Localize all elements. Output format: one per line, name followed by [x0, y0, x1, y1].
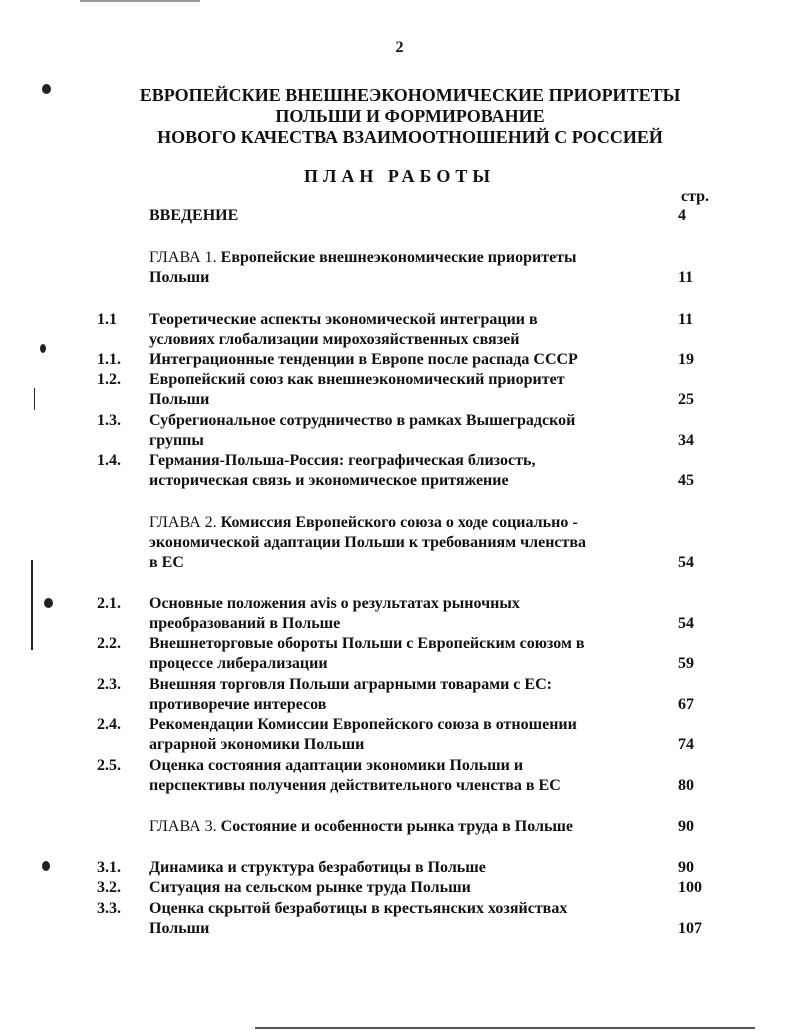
intro-label: ВВЕДЕНИЕ	[149, 207, 239, 224]
chapter-3-page: 90	[678, 818, 694, 835]
toc-line: Польши	[149, 920, 210, 937]
chapter-2-prefix: ГЛАВА 2.	[149, 514, 217, 531]
chapter-1-heading	[149, 248, 577, 269]
section-number: 2.4.	[97, 716, 121, 733]
scan-artifact-bottom-line	[255, 1027, 755, 1029]
toc-line: Германия-Польша-Россия: географическая близость,	[149, 452, 536, 469]
toc-line: Внешнеторговые обороты Польши с Европейским союзом в	[149, 635, 585, 652]
chapter-2-title-line-1: Комиссия Европейского союза о ходе социально -	[220, 514, 578, 531]
chapter-1-prefix: ГЛАВА 1.	[149, 249, 217, 266]
toc-line: Внешняя торговля Польши аграрными товарами с ЕС:	[149, 676, 552, 693]
toc-page: 19	[678, 351, 694, 368]
chapter-2-heading	[149, 513, 578, 534]
toc-page: 74	[678, 736, 694, 753]
toc-page: 80	[678, 777, 694, 794]
section-number: 2.2.	[97, 635, 121, 652]
toc-line: Европейский союз как внешнеэкономический приоритет	[149, 371, 565, 388]
toc-line: аграрной экономики Польши	[149, 736, 365, 753]
section-number: 1.1.	[97, 351, 121, 368]
chapter-1-title-line-2: Польши	[149, 269, 210, 286]
toc-line: Оценка скрытой безработицы в крестьянских хозяйствах	[149, 900, 568, 917]
toc-line: перспективы получения действительного членства в ЕС	[149, 777, 561, 794]
section-number: 3.1.	[97, 859, 121, 876]
title-line-3: НОВОГО КАЧЕСТВА ВЗАИМООТНОШЕНИЙ С РОССИЕЙ	[157, 127, 663, 147]
section-number: 1.2.	[97, 371, 121, 388]
margin-mark	[34, 388, 35, 410]
section-number: 3.3.	[97, 900, 121, 917]
punch-hole-mark	[42, 84, 51, 94]
page-column-label: стр.	[681, 188, 710, 205]
toc-line: Субрегиональное сотрудничество в рамках Вышеградской	[149, 412, 576, 429]
toc-line: Оценка состояния адаптации экономики Польши и	[149, 757, 524, 774]
toc-line: Ситуация на сельском рынке труда Польши	[149, 879, 471, 896]
toc-line: Динамика и структура безработицы в Польше	[149, 859, 486, 876]
toc-page: 34	[678, 432, 694, 449]
punch-hole-mark	[44, 598, 53, 608]
toc-page: 90	[678, 859, 694, 876]
plan-heading: ПЛАН РАБОТЫ	[303, 166, 496, 186]
toc-page: 25	[678, 391, 694, 408]
document-title	[60, 85, 760, 148]
title-line-1: ЕВРОПЕЙСКИЕ ВНЕШНЕЭКОНОМИЧЕСКИЕ ПРИОРИТЕТЫ	[139, 85, 681, 105]
intro-page: 4	[678, 207, 686, 224]
toc-page: 67	[678, 696, 694, 713]
section-number: 2.5.	[97, 757, 121, 774]
toc-line: преобразований в Польше	[149, 615, 341, 632]
section-number: 1.4.	[97, 452, 121, 469]
section-number: 2.3.	[97, 676, 121, 693]
toc-line: противоречие интересов	[149, 696, 327, 713]
chapter-1-title-line-1: Европейские внешнеэкономические приоритеты	[220, 249, 577, 266]
chapter-2-page: 54	[678, 554, 694, 571]
page-number: 2	[395, 39, 404, 56]
toc-page: 107	[678, 920, 702, 937]
section-number: 3.2.	[97, 879, 121, 896]
chapter-2-title-line-2: экономической адаптации Польши к требованиям членства	[149, 534, 587, 551]
section-number: 1.3.	[97, 412, 121, 429]
punch-hole-mark	[42, 861, 50, 871]
toc-line: Интеграционные тенденции в Европе после распада СССР	[149, 351, 578, 368]
toc-line: Рекомендации Комиссии Европейского союза в отношении	[149, 716, 577, 733]
margin-mark	[31, 560, 33, 650]
chapter-1-page: 11	[678, 269, 694, 286]
chapter-3-title-line-1: Состояние и особенности рынка труда в Польше	[220, 818, 574, 835]
section-number: 1.1	[97, 311, 117, 328]
toc-page: 100	[678, 879, 702, 896]
chapter-3-heading	[149, 817, 573, 838]
toc-page: 54	[678, 615, 694, 632]
toc-line: Основные положения avis о результатах рыночных	[149, 595, 520, 612]
scan-artifact-top	[80, 0, 200, 2]
chapter-3-prefix: ГЛАВА 3.	[149, 818, 217, 835]
toc-line: процессе либерализации	[149, 655, 328, 672]
margin-mark	[40, 344, 46, 353]
toc-line: группы	[149, 432, 204, 449]
toc-line: Польши	[149, 391, 210, 408]
section-number: 2.1.	[97, 595, 121, 612]
chapter-2-title-line-3: в ЕС	[149, 554, 184, 571]
toc-page: 59	[678, 655, 694, 672]
title-line-2: ПОЛЬШИ И ФОРМИРОВАНИЕ	[275, 106, 545, 126]
toc-page: 11	[678, 311, 694, 328]
toc-page: 45	[678, 472, 694, 489]
toc-line: Теоретические аспекты экономической интеграции в	[149, 311, 538, 328]
toc-line: условиях глобализации мирохозяйственных связей	[149, 331, 520, 348]
toc-line: историческая связь и экономическое притяжение	[149, 472, 509, 489]
